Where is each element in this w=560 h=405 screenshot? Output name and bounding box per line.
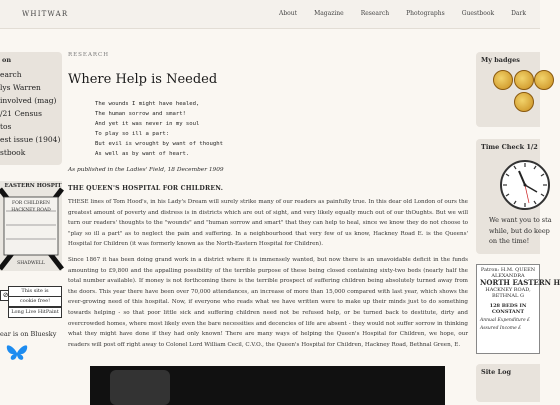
poem-line: The human sorrow and smart! (95, 111, 186, 117)
banner-stack (0, 286, 62, 326)
notice-line-3: HACKNEY ROAD (11, 208, 51, 213)
paragraph-2: Since 1867 it has been doing grand work in a district where it is immensely wanted, but now there is an unavoidable deficit in the funds amounting to £9,800 and the appalling possibility of the terrible purpose of these being closed containing sixty-two beds (nearly half the total number available). If money is not forthcoming there is the terrible prospect of suffering children being absolutely turned away from the doors. This year there have been over 70,000 attendances, an increase of more than 15,000 compared with last year, which shows the ever-growing need of this hospital. Now, if everyone who reads what we have written were to make up their minds just to do something towards helping - so that poor little sick and suffering children need not be refused help, or be turned back to destitute, dirty and overcrowded homes, where most likely even the bare necessities and decencies of life are absent - they would not suffer sorrow in thinking what they might have done if they had only known! There are many ways of helping the Queen's Hospital for Children, we hope, our readers will post off right away to Colonel Lord William Cecil, C.V.O., the Queen's Hospital for Children, Hackney Road, Bethnal Green, E. (68, 256, 468, 348)
nav-magazine[interactable]: Magazine (314, 10, 344, 17)
banner-cookie-free-1[interactable]: This site is (8, 286, 62, 297)
article-title: Where Help is Needed (68, 72, 218, 87)
time-check-line: We want you to sta (489, 216, 552, 224)
article (68, 52, 468, 350)
sidebar-item-guestbook[interactable]: stbook (0, 148, 26, 157)
paragraph-1: THESE lines of Tom Hood's, in his Lady's Dream will surely strike many of our readers as painfully true. In this dear old London of ours the greatest amount of poverty and distress is in districts which are out of sight, and very likely equally much out of our thOughts. But we will turn our readers' thoughts to the "wounds" and "human sorrow and smart" that they can help to heal, since we know they do not choose to "play so ill a part" as to neglect the pain and suffering. In a neighbourhood that very few of us know, Hackney Road E. is the Queens' Hospital for Children (it was formerly known as the North-Eastern Hospital for Children). (68, 199, 468, 248)
sidebar-nav-panel (0, 52, 62, 165)
archive-photo (90, 366, 445, 405)
site-brand[interactable]: WHITWAR (22, 10, 69, 18)
badge-grid (481, 68, 540, 123)
main-nav (262, 10, 526, 17)
poem-line: To play so ill a part: (95, 131, 170, 137)
time-check-text (489, 215, 552, 247)
poem-block (95, 99, 468, 159)
time-check-line: on the time! (489, 237, 530, 245)
badge-icon[interactable] (514, 92, 534, 112)
site-log-heading: Site Log (481, 368, 512, 376)
poem-line: And yet it was never in my soul (95, 121, 200, 127)
clipping-income: Assured Income £ (480, 326, 522, 331)
notice-title: EASTERN HOSPIT (4, 183, 62, 189)
banner-hitpaint[interactable]: Long Live HitPaint (8, 307, 62, 318)
section-heading: THE QUEEN'S HOSPITAL FOR CHILDREN. (68, 185, 224, 192)
clipping-headline: NORTH EASTERN H (480, 278, 560, 287)
sidebar-item-search[interactable]: earch (0, 70, 22, 79)
notice-line-4: SHADWELL (17, 261, 45, 266)
article-kicker: RESEARCH (68, 52, 110, 58)
nav-dark-toggle[interactable]: Dark (511, 10, 526, 17)
publication-note: As published in the Ladies' Field, 18 December 1909 (68, 167, 224, 173)
badges-panel (476, 52, 540, 127)
badge-icon[interactable] (514, 70, 534, 90)
badge-icon[interactable] (493, 70, 513, 90)
sidebar-item-latest-issue[interactable]: est issue (1904) (0, 135, 61, 144)
sidebar-heading: on (2, 56, 12, 64)
no-cookie-icon: ⊘ (0, 290, 11, 301)
notice-cross-graphic (0, 181, 62, 271)
bluesky-butterfly-icon[interactable] (6, 344, 62, 368)
time-check-heading: Time Check 1/2 (481, 143, 538, 151)
photo-detail (110, 370, 170, 405)
clipping-patron: Patron: H.M. QUEEN ALEXANDRA (480, 267, 536, 279)
top-bar (0, 0, 540, 29)
hospital-notice-image (0, 181, 62, 271)
right-sidebar (476, 52, 560, 402)
poem-line: As well as by want of heart. (95, 151, 190, 157)
sidebar-item-census[interactable]: /21 Census (0, 109, 42, 118)
newspaper-clipping (476, 264, 560, 354)
time-check-panel (476, 139, 552, 254)
nav-research[interactable]: Research (360, 10, 390, 17)
sidebar-item-get-involved[interactable]: involved (mag) (0, 96, 57, 105)
clipping-address: HACKNEY ROAD, BETHNAL G (485, 287, 531, 299)
notice-line-2: FOR CHILDREN (12, 201, 50, 206)
badges-heading: My badges (481, 56, 520, 64)
poem-line: But evil is wrought by want of thought (95, 141, 223, 147)
sidebar-item-gladys-warren[interactable]: lys Warren (0, 83, 41, 92)
sidebar-item-photos[interactable]: tos (0, 122, 12, 131)
time-check-line: while, but do keep (489, 226, 550, 235)
nav-photographs[interactable]: Photographs (406, 10, 445, 17)
nav-guestbook[interactable]: Guestbook (461, 10, 495, 17)
badge-icon[interactable] (534, 70, 554, 90)
clipping-expenditure: Annual Expenditure £ (480, 318, 530, 323)
left-sidebar (0, 52, 62, 368)
site-log-panel (476, 364, 540, 402)
clipping-beds: 128 BEDS IN CONSTANT (489, 303, 527, 315)
clock-icon (499, 159, 551, 211)
clock-area (481, 155, 552, 250)
nav-about[interactable]: About (279, 10, 298, 17)
banner-cookie-free-2[interactable]: cookie free! (8, 296, 62, 307)
bluesky-label[interactable]: ear is on Bluesky (0, 330, 57, 338)
poem-line: The wounds I might have healed, (95, 101, 200, 107)
